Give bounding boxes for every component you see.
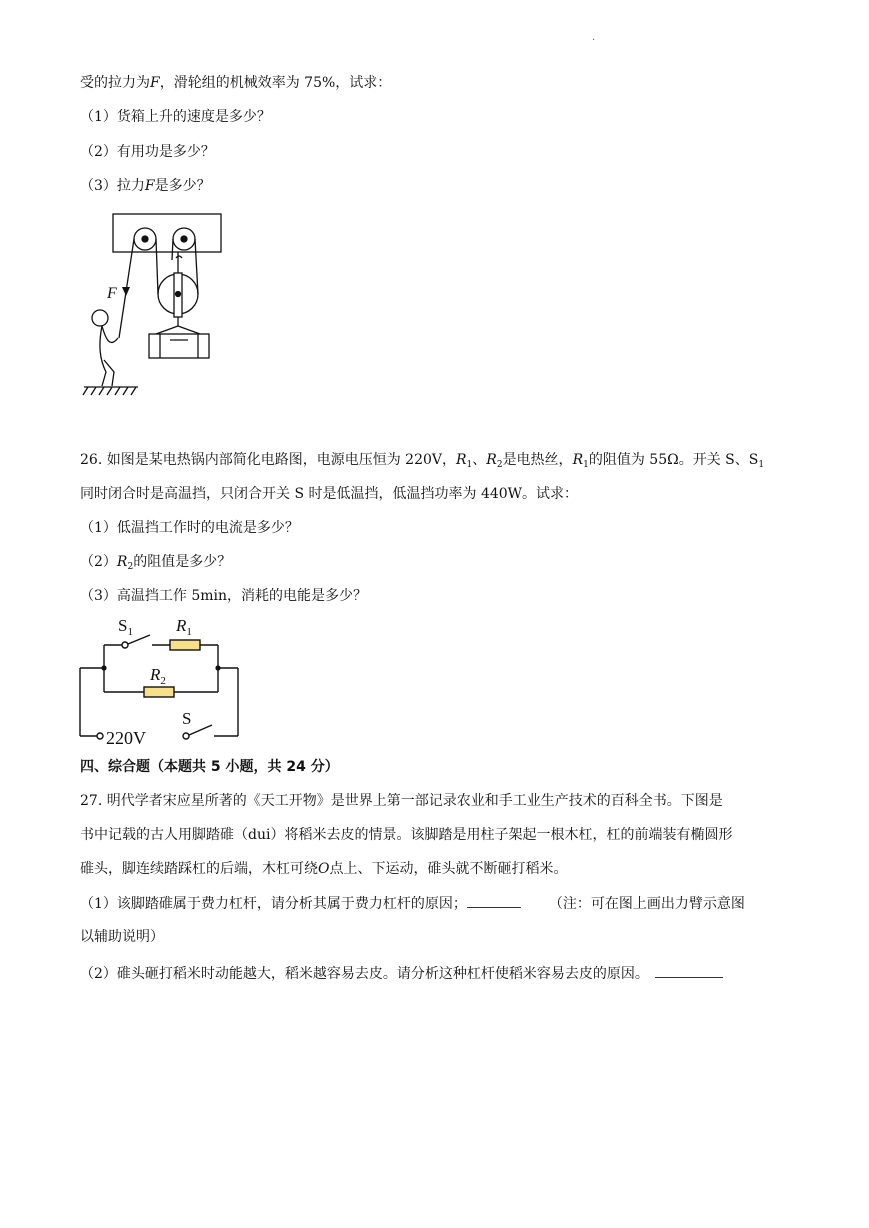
r2-label-sub: 2 — [160, 675, 166, 687]
q27-sub1-note-cont: 以辅助说明） — [80, 929, 164, 945]
switch-s-pivot — [183, 733, 189, 739]
svg-text:R1 — [175, 616, 192, 638]
q25-sub2: （2）有用功是多少？ — [80, 144, 215, 160]
section-4-heading: 四、综合题（本题共 5 小题，共 24 分） — [80, 759, 339, 775]
s1-label-sub: 1 — [127, 626, 133, 638]
q27-paragraph-line2: 书中记载的古人用脚踏碓（dui）将稻米去皮的情景。该脚踏是用柱子架起一根木杠，杠的前端装有椭圆形 — [80, 827, 733, 843]
q25-sub3-text-b: 是多少？ — [154, 178, 211, 194]
resistor-r2 — [144, 687, 174, 697]
q25-intro-text-a: 受的拉力为 — [80, 75, 150, 91]
q26-sub2 — [80, 552, 231, 577]
q26-text-d: 的阻值为 55Ω。开关 S、S — [588, 452, 759, 468]
pulley-frame — [113, 214, 221, 252]
q26-sub2-text: 的阻值是多少？ — [133, 554, 232, 570]
q26-r2: R — [486, 452, 497, 468]
q26-r2-sub: 2 — [496, 460, 503, 470]
r2-label: R — [150, 665, 161, 684]
q27-paragraph-line1: 27. 明代学者宋应星所著的《天工开物》是世界上第一部记录农业和手工业生产技术的百科全书。下图是 — [80, 793, 723, 809]
q27-p3-text-b: 点上、下运动，碓头就不断砸打稻米。 — [329, 861, 568, 877]
q26-sub2-r: R — [116, 554, 128, 570]
q27-paragraph-line3 — [80, 859, 567, 879]
q26-sub2-prefix: （2） — [80, 554, 117, 570]
header-mark: . — [592, 32, 596, 43]
q25-var-f: F — [150, 75, 160, 91]
q27-sub1-note: （注：可在图上画出力臂示意图 — [548, 896, 745, 912]
answer-blank-2[interactable] — [655, 963, 723, 978]
q25-intro-line — [80, 73, 391, 93]
cargo-box — [149, 334, 209, 358]
circuit-diagram — [76, 612, 246, 748]
q25-sub3-text-a: （3）拉力 — [80, 178, 145, 194]
q26-s1-sub: 1 — [758, 460, 765, 470]
q26-sub3: （3）高温挡工作 5min，消耗的电能是多少？ — [80, 588, 368, 604]
pulley-figure — [80, 210, 230, 400]
q26-text-a: 26. 如图是某电热锅内部简化电路图，电源电压恒为 220V， — [80, 452, 456, 468]
q26-paragraph-line2: 同时闭合时是高温挡，只闭合开关 S 时是低温挡，低温挡功率为 440W。试求： — [80, 486, 579, 502]
q27-point-o: O — [318, 861, 330, 877]
switch-s-blade — [189, 725, 212, 735]
q27-sub1 — [80, 893, 745, 914]
q26-text-c: 是电热丝， — [502, 452, 573, 468]
r1-label-sub: 1 — [186, 626, 192, 638]
q26-r1b-sub: 1 — [583, 460, 589, 470]
q26-r1: R — [456, 452, 467, 468]
force-label-f: F — [107, 285, 117, 302]
q27-p3-text-a: 碓头，脚连续踏踩杠的后端，木杠可绕 — [80, 861, 318, 877]
q26-sub1: （1）低温挡工作时的电流是多少？ — [80, 520, 299, 536]
r1-label: R — [176, 616, 187, 635]
q26-text-b: 、 — [472, 452, 487, 468]
q26-r1b: R — [572, 452, 584, 468]
q27-sub2-text: （2）碓头砸打稻米时动能越大，稻米越容易去皮。请分析这种杠杆使稻米容易去皮的原因。 — [80, 966, 649, 982]
svg-text:R2 — [149, 665, 166, 687]
answer-blank-1[interactable] — [467, 893, 521, 908]
q25-sub3 — [80, 176, 211, 196]
resistor-r1 — [170, 640, 200, 650]
q26-r1-sub: 1 — [466, 460, 473, 470]
q25-sub1: （1）货箱上升的速度是多少？ — [80, 109, 271, 125]
terminal-left — [97, 733, 103, 739]
q25-intro-text-b: ，滑轮组的机械效率为 75%，试求： — [159, 75, 392, 91]
voltage-label: 220V — [106, 728, 146, 748]
q27-sub1-text: （1）该脚踏碓属于费力杠杆，请分析其属于费力杠杆的原因； — [80, 896, 467, 912]
q26-paragraph-line1 — [80, 450, 764, 475]
person-head — [92, 310, 108, 326]
q26-sub2-r-sub: 2 — [127, 562, 134, 572]
s1-label: S — [118, 616, 128, 635]
q27-sub2 — [80, 963, 723, 984]
q25-sub3-var: F — [144, 178, 155, 194]
s-label: S — [182, 709, 192, 728]
svg-text:S1 — [118, 616, 133, 638]
